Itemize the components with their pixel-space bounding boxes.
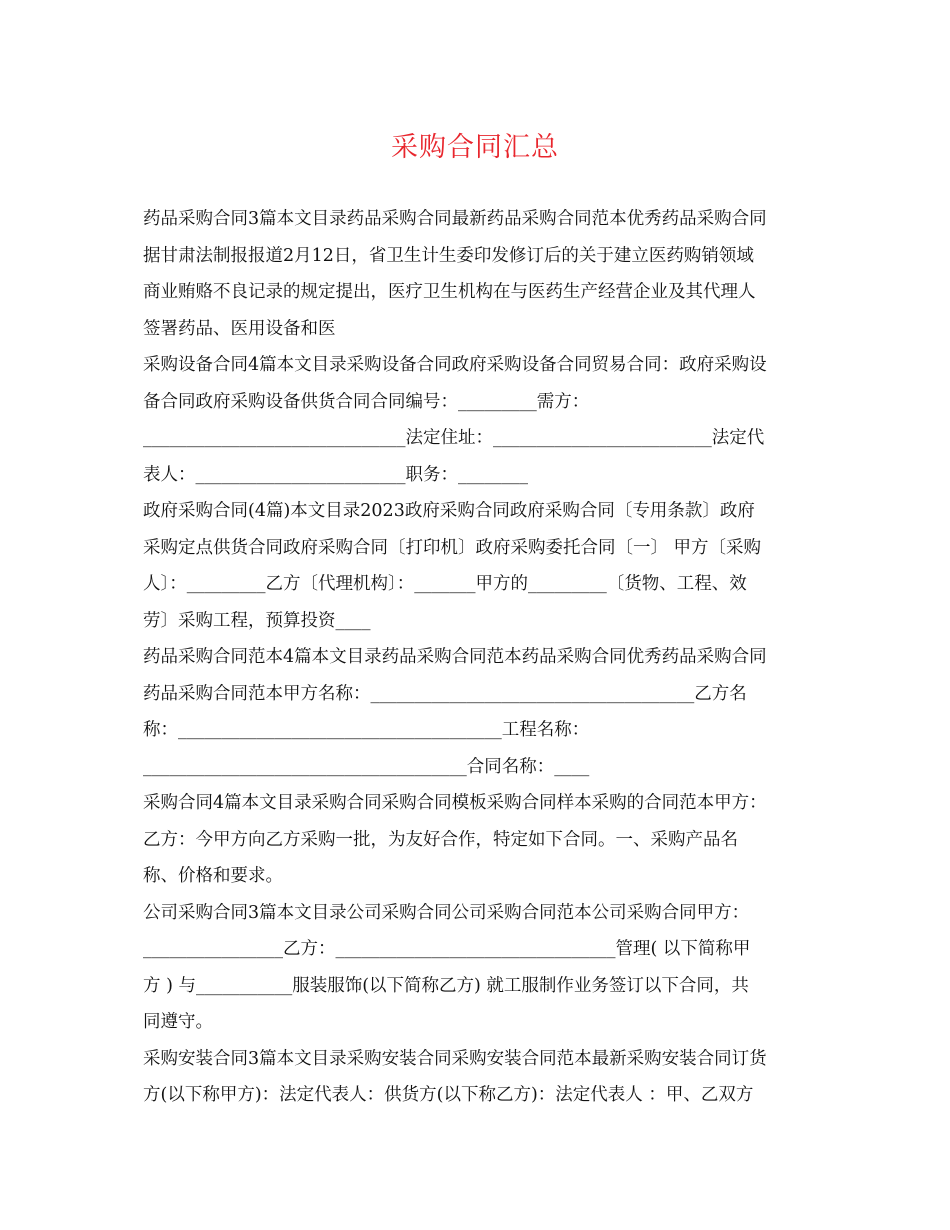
text-line: 药品采购合同范本4篇本文目录药品采购合同范本药品采购合同优秀药品采购合同 [143,647,767,667]
paragraph [143,347,811,493]
text-line: 表人：________________________职务：________ [143,464,528,485]
text-line: ________________乙方：________________________________管理( 以下简称甲 [143,939,751,959]
paragraph [143,493,811,639]
text-line: 采购定点供货合同政府采购合同〔打印机〕政府采购委托合同〔一〕 甲方〔采购 [143,537,762,558]
text-line: ______________________________法定住址：_________________________法定代 [143,428,765,448]
text-line: 采购设备合同4篇本文目录采购设备合同政府采购设备合同贸易合同：政府采购设 [143,355,767,375]
text-line: 备合同政府采购设备供货合同合同编号：_________需方： [143,391,590,412]
text-line: 方(以下称甲方)：法定代表人：供货方(以下称乙方)：法定代表人 ：甲、乙双方 [143,1085,754,1105]
text-line: 称、价格和要求。 [143,866,283,886]
paragraph [143,1041,811,1114]
text-line: 公司采购合同3篇本文目录公司采购合同公司采购合同范本公司采购合同甲方： [143,902,750,923]
text-line: 政府采购合同(4篇)本文目录2023政府采购合同政府采购合同〔专用条款〕政府 [143,501,755,521]
text-line: 劳〕采购工程，预算投资____ [143,610,371,631]
text-line: 药品采购合同3篇本文目录药品采购合同最新药品采购合同范本优秀药品采购合同 [143,209,767,229]
text-line: 同遵守。 [143,1012,213,1032]
text-line: 药品采购合同范本甲方名称：_____________________________________乙方名 [143,683,747,704]
text-line: _____________________________________合同名称：____ [143,756,590,777]
document-title: 采购合同汇总 [391,132,559,163]
text-line: 称：_____________________________________工程名称： [143,720,590,740]
text-line: 采购安装合同3篇本文目录采购安装合同采购安装合同范本最新采购安装合同订货 [143,1048,767,1069]
paragraph [143,785,811,895]
text-line: 商业贿赂不良记录的规定提出，医疗卫生机构在与医药生产经营企业及其代理人 [143,282,756,302]
text-line: 据甘肃法制报报道2月12日，省卫生计生委印发修订后的关于建立医药购销领域 [143,245,754,266]
paragraph [143,895,811,1041]
paragraph [143,201,811,347]
text-line: 采购合同4篇本文目录采购合同采购合同模板采购合同样本采购的合同范本甲方： [143,793,767,813]
document-body [143,201,811,1114]
text-line: 签署药品、医用设备和医 [143,318,336,339]
text-line: 乙方：今甲方向乙方采购一批，为友好合作，特定如下合同。一、采购产品名 [143,829,738,850]
paragraph [143,639,811,785]
text-line: 人〕：_________乙方〔代理机构〕：_______甲方的_________〔货物、工程、效 [143,574,747,594]
text-line: 方 ) 与___________服装服饰(以下简称乙方) 就工服制作业务签订以下合同，共 [143,975,749,996]
